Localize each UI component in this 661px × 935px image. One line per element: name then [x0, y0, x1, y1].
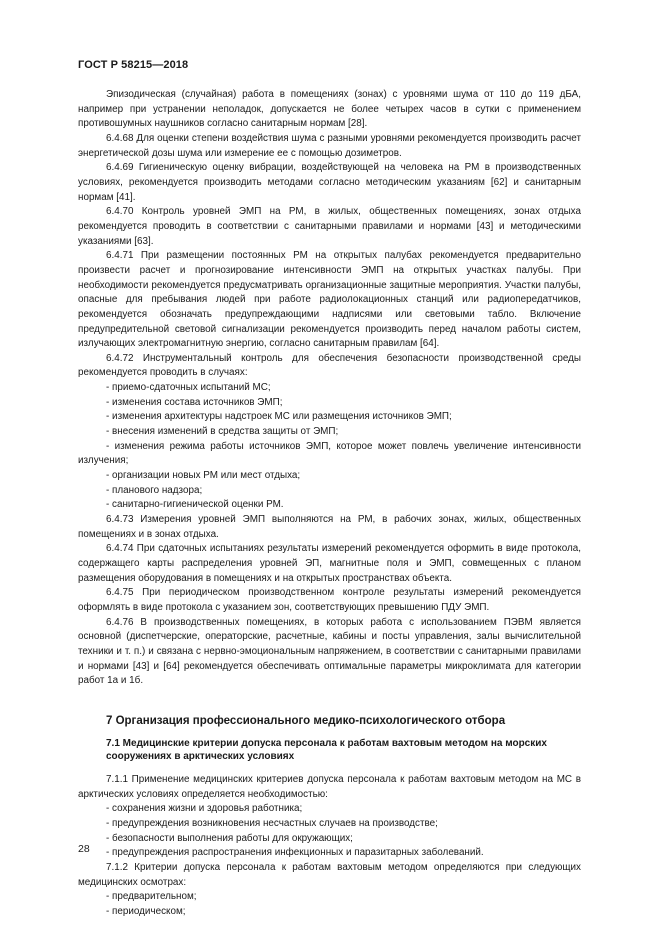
section-heading: 7 Организация профессионального медико-психологического отбора: [106, 714, 506, 727]
paragraph: 6.4.69 Гигиеническую оценку вибрации, воздействующей на человека на РМ в производственных условиях, рекомендуется производить методами согласно методическим указаниям [62] и санитарным нормам [41].: [78, 162, 581, 203]
page-number: 28: [78, 843, 90, 855]
paragraph: 6.4.70 Контроль уровней ЭМП на РМ, в жилых, общественных помещениях, зонах отдыха рекомендуется проводить в соответствии с санитарными правилами и нормами [43] и методическими указаниями [63].: [78, 206, 581, 247]
list-item: - изменения архитектуры надстроек МС или размещения источников ЭМП;: [106, 410, 581, 425]
paragraph: 6.4.68 Для оценки степени воздействия шума с разными уровнями рекомендуется производить расчет энергетической дозы шума или измерение ее с помощью дозиметров.: [78, 132, 581, 159]
list-item: - организации новых РМ или мест отдыха;: [106, 469, 581, 484]
paragraph: 6.4.71 При размещении постоянных РМ на открытых палубах рекомендуется предварительно произвести расчет и прогнозирование интенсивности ЭМП на открытых участках палубы. При необходимости рекомендуется предусматривать организационные защитные мероприятия. Участки палубы, опасные для пребывания людей при работе радиолокационных станций или радиопередатчиков, рекомендуется обозначать предупреждающими надписями или световыми табло. Включение предупредительной световой сигнализации рекомендуется производить перед началом работы систем, излучающих электромагнитную энергию, согласно санитарным правилам [64].: [78, 250, 581, 350]
list-item: - безопасности выполнения работы для окружающих;: [106, 832, 581, 847]
list-item: - изменения режима работы источников ЭМП, которое может повлечь увеличение интенсивности излучения;: [78, 440, 581, 467]
paragraph: 6.4.72 Инструментальный контроль для обеспечения безопасности производственной среды рекомендуется проводить в случаях:: [78, 352, 581, 379]
document-header: ГОСТ Р 58215—2018: [78, 59, 189, 71]
paragraph: Эпизодическая (случайная) работа в помещениях (зонах) с уровнями шума от 110 до 119 дБА, например при устранении неполадок, допускается не более четырех часов в сутки с применением противошумных наушников согласно санитарным нормам [28].: [78, 89, 581, 130]
paragraph: 6.4.76 В производственных помещениях, в которых работа с использованием ПЭВМ является основной (диспетчерские, операторские, расчетные, кабины и посты управления, залы вычислительной техники и т. п.) и связана с нервно-эмоциональным напряжением, в соответствии с санитарными правилами и нормами [43] и [64] рекомендуется обеспечивать оптимальные параметры микроклимата для категории работ 1а и 1б.: [78, 616, 581, 687]
list-item: - периодическом;: [106, 905, 581, 920]
paragraph: 6.4.73 Измерения уровней ЭМП выполняются на РМ, в рабочих зонах, жилых, общественных помещениях и в зонах отдыха.: [78, 514, 581, 540]
paragraph: 6.4.75 При периодическом производственном контроле результаты измерений рекомендуется оформлять в виде протокола с указанием зон, соответствующих превышению ПДУ ЭМП.: [78, 587, 581, 613]
paragraph: 7.1.2 Критерии допуска персонала к работам вахтовым методом определяются при следующих медицинских осмотрах:: [78, 861, 581, 888]
page-body: [78, 88, 581, 919]
list-item: - сохранения жизни и здоровья работника;: [106, 802, 581, 817]
paragraph: 6.4.74 При сдаточных испытаниях результаты измерений рекомендуется оформить в виде протокола, содержащего карты распределения уровней ЭП, магнитные поля и ЭМП, совмещенных с планом размещения оборудования в помещениях и на открытых пространствах объекта.: [78, 543, 581, 584]
list-item: - планового надзора;: [106, 484, 581, 499]
list-item: - приемо-сдаточных испытаний МС;: [106, 381, 581, 396]
list-item: - санитарно-гигиенической оценки РМ.: [106, 498, 581, 513]
paragraph: 7.1.1 Применение медицинских критериев допуска персонала к работам вахтовым методом на МС в арктических условиях определяется необходимостью:: [78, 773, 581, 800]
list-item: - предварительном;: [106, 890, 581, 905]
list-item: - предупреждения возникновения несчастных случаев на производстве;: [106, 817, 581, 832]
list-item: - изменения состава источников ЭМП;: [106, 396, 581, 411]
list-item: - предупреждения распространения инфекционных и паразитарных заболеваний.: [106, 846, 581, 861]
list-item: - внесения изменений в средства защиты от ЭМП;: [106, 425, 581, 440]
subsection-heading: 7.1 Медицинские критерии допуска персонала к работам вахтовым методом на морских сооружениях в арктических условиях: [106, 737, 547, 763]
